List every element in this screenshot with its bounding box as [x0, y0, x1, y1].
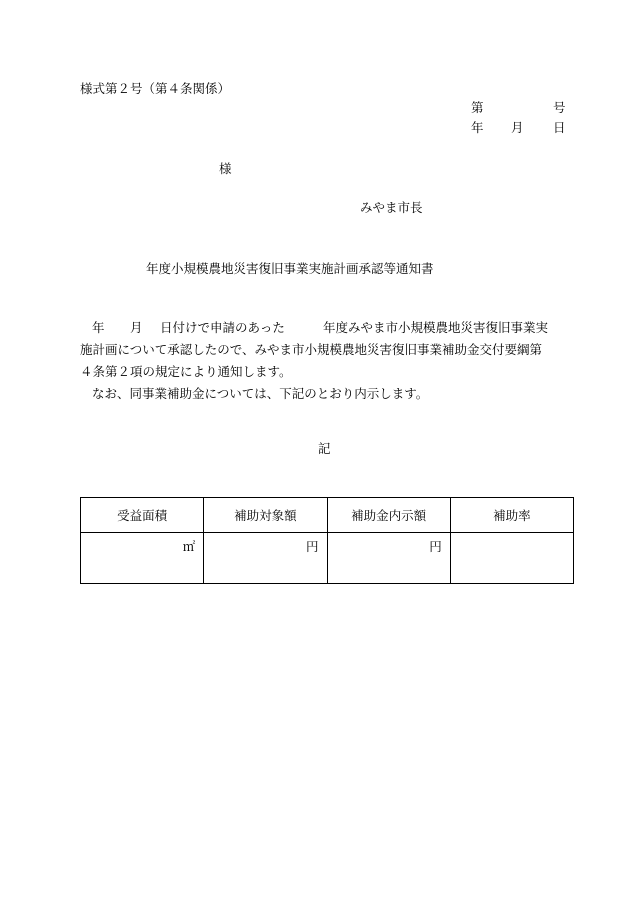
table-row — [81, 533, 574, 584]
body-line-2: 施計画について承認したので、みやま市小規模農地災害復旧事業補助金交付要綱第 — [80, 342, 543, 357]
recipient-honorific: 様 — [219, 161, 232, 176]
date-month: 月 — [511, 120, 524, 135]
body-line-3: ４条第２項の規定により通知します。 — [80, 364, 292, 379]
cell-eligible-unit: 円 — [204, 533, 327, 584]
cell-rate-unit — [450, 533, 573, 584]
doc-number-prefix: 第 — [471, 100, 484, 115]
issuer-name: みやま市長 — [360, 200, 423, 215]
table-header-row — [81, 498, 574, 533]
date-day: 日 — [553, 120, 566, 135]
body-month-label: 月 — [130, 320, 143, 335]
body-date-text: 日付けで申請のあった — [160, 320, 285, 335]
document-title: 年度小規模農地災害復旧事業実施計画承認等通知書 — [146, 261, 434, 276]
body-year-label: 年 — [92, 320, 105, 335]
header-allocated-amount: 補助金内示額 — [327, 498, 450, 533]
header-eligible-amount: 補助対象額 — [204, 498, 327, 533]
header-area: 受益面積 — [81, 498, 204, 533]
doc-number-suffix: 号 — [553, 100, 566, 115]
subsidy-table — [80, 497, 574, 584]
cell-allocated-unit: 円 — [327, 533, 450, 584]
date-year: 年 — [471, 120, 484, 135]
header-subsidy-rate: 補助率 — [450, 498, 573, 533]
ki-heading: 記 — [318, 441, 331, 456]
body-line-4: なお、同事業補助金については、下記のとおり内示します。 — [92, 386, 429, 401]
body-fiscal-text: 年度みやま市小規模農地災害復旧事業実 — [323, 320, 549, 335]
form-number: 様式第２号（第４条関係） — [80, 81, 231, 96]
cell-area-unit: ㎡ — [81, 533, 204, 584]
